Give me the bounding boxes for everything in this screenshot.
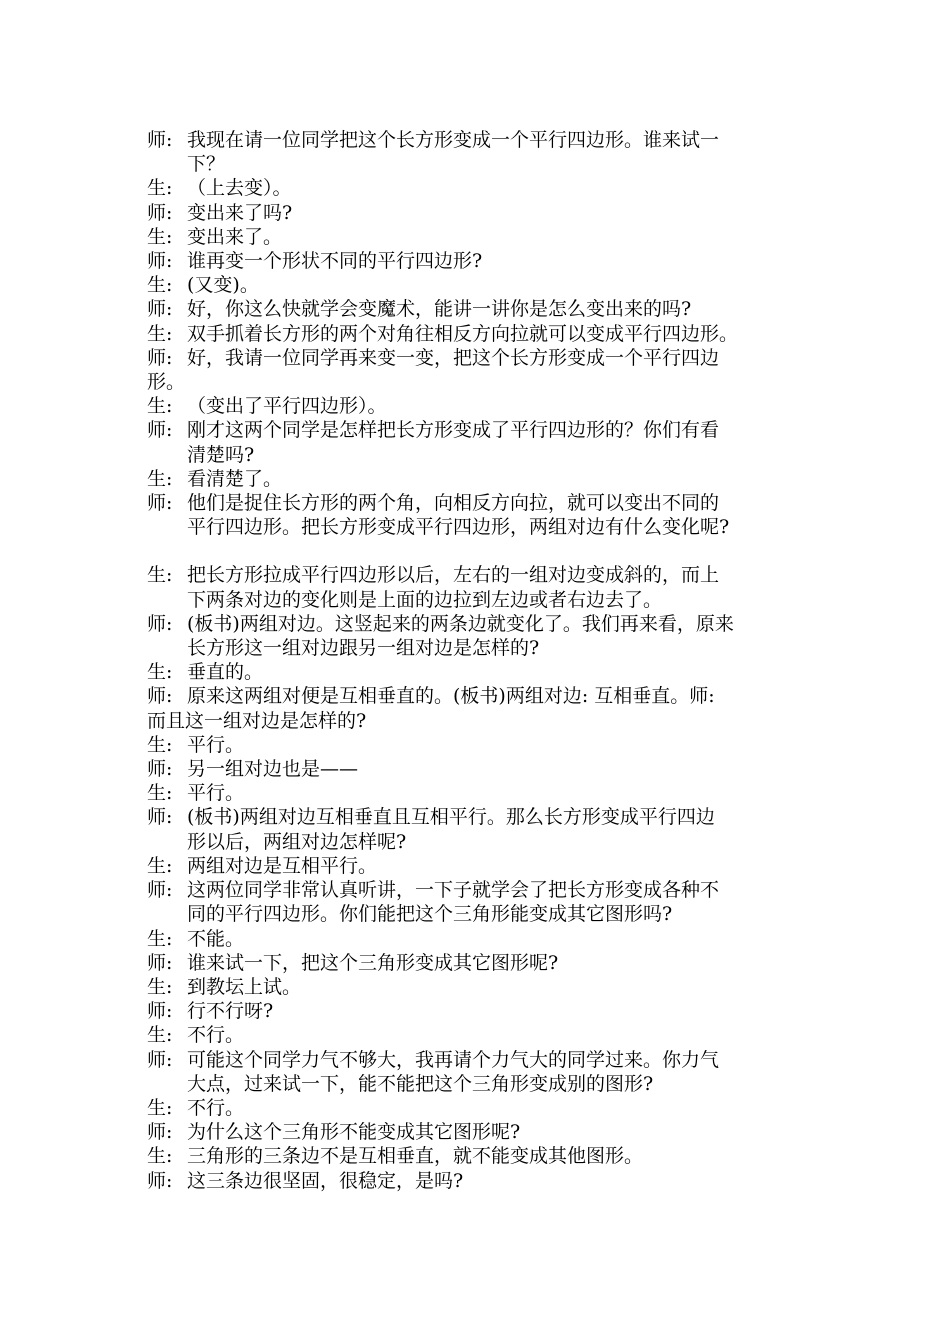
dialogue-text: 两组对边是互相平行。 (187, 854, 378, 877)
speaker-label: 师: (147, 612, 173, 635)
speaker-label: 生: (147, 854, 173, 877)
dialogue-line (147, 927, 837, 951)
dialogue-text: 变出来了吗? (187, 201, 293, 224)
dialogue-line (147, 394, 837, 418)
dialogue-line (147, 1169, 837, 1193)
dialogue-text: 三角形的三条边不是互相垂直，就不能变成其他图形。 (187, 1145, 644, 1168)
speaker-label: 生: (147, 322, 173, 345)
dialogue-line (147, 322, 837, 346)
dialogue-line (147, 854, 837, 878)
speaker-label: 师: (147, 129, 173, 151)
speaker-label: 生: (147, 274, 173, 297)
dialogue-text: 不行。 (187, 1024, 245, 1047)
speaker-label: 生: (147, 1024, 173, 1047)
dialogue-line (147, 733, 837, 757)
dialogue-line (147, 346, 837, 370)
dialogue-line (147, 176, 837, 200)
dialogue-text: 可能这个同学力气不够大，我再请个力气大的同学过来。你力气 (187, 1048, 720, 1071)
dialogue-text: 到教坛上试。 (187, 975, 302, 998)
dialogue-line (147, 491, 837, 515)
dialogue-text: 另一组对边也是—— (187, 758, 359, 781)
dialogue-continuation: 平行四边形。把长方形变成平行四边形，两组对边有什么变化呢? (187, 516, 730, 539)
speaker-label: 生: (147, 467, 173, 490)
dialogue-text: 变出来了。 (187, 225, 283, 248)
dialogue-text: 他们是捉住长方形的两个角，向相反方向拉，就可以变出不同的 (187, 492, 720, 515)
speaker-label: 生: (147, 975, 173, 998)
dialogue-text: 垂直的。 (187, 661, 264, 684)
dialogue-line (147, 201, 837, 225)
dialogue-line (147, 1096, 837, 1120)
dialogue-line (147, 1120, 837, 1144)
speaker-label: 生: (147, 733, 173, 756)
speaker-label: 生: (147, 1145, 173, 1168)
dialogue-line (147, 467, 837, 491)
dialogue-continuation: 下两条对边的变化则是上面的边拉到左边或者右边去了。 (187, 588, 663, 611)
speaker-label: 生: (147, 661, 173, 684)
dialogue-text: 原来这两组对便是互相垂直的。(板书)两组对边: 互相垂直。师: (187, 685, 715, 708)
dialogue-continuation: 形。 (147, 371, 186, 394)
speaker-label: 师: (147, 806, 173, 829)
speaker-label: 师: (147, 298, 173, 321)
speaker-label: 师: (147, 492, 173, 515)
dialogue-text: 好，你这么快就学会变魔术，能讲一讲你是怎么变出来的吗? (187, 298, 692, 321)
dialogue-line (147, 684, 837, 708)
speaker-label: 师: (147, 951, 173, 974)
speaker-label: 生: (147, 177, 173, 200)
dialogue-continuation: 而且这一组对边是怎样的? (147, 709, 367, 732)
dialogue-text: (板书)两组对边互相垂直且互相平行。那么长方形变成平行四边 (187, 806, 715, 829)
speaker-label: 生: (147, 564, 173, 587)
speaker-label: 师: (147, 419, 173, 442)
speaker-label: 师: (147, 1000, 173, 1023)
dialogue-text: 这三条边很坚固，很稳定，是吗? (187, 1169, 464, 1192)
speaker-label: 师: (147, 201, 173, 224)
speaker-label: 生: (147, 1096, 173, 1119)
dialogue-continuation: 长方形这一组对边跟另一组对边是怎样的? (187, 637, 540, 660)
speaker-label: 师: (147, 758, 173, 781)
dialogue-line (147, 1144, 837, 1168)
dialogue-text: 好，我请一位同学再来变一变，把这个长方形变成一个平行四边 (187, 346, 720, 369)
dialogue-line (147, 128, 837, 152)
dialogue-text: （变出了平行四边形）。 (187, 395, 387, 418)
dialogue-text: 双手抓着长方形的两个对角往相反方向拉就可以变成平行四边形。 (187, 322, 739, 345)
dialogue-text: 行不行呀? (187, 1000, 274, 1023)
speaker-label: 生: (147, 782, 173, 805)
dialogue-line (147, 612, 837, 636)
dialogue-transcript (147, 128, 837, 1193)
dialogue-text: 谁来试一下，把这个三角形变成其它图形呢? (187, 951, 559, 974)
speaker-label: 师: (147, 685, 173, 708)
dialogue-text: 谁再变一个形状不同的平行四边形? (187, 250, 483, 273)
dialogue-continuation: 大点，过来试一下，能不能把这个三角形变成别的图形? (187, 1072, 654, 1095)
dialogue-text: 刚才这两个同学是怎样把长方形变成了平行四边形的？你们有看 (187, 419, 720, 442)
dialogue-line (147, 951, 837, 975)
dialogue-text: 不能。 (187, 927, 245, 950)
speaker-label: 师: (147, 346, 173, 369)
dialogue-line (147, 999, 837, 1023)
dialogue-text: 不行。 (187, 1096, 245, 1119)
dialogue-line (147, 757, 837, 781)
speaker-label: 生: (147, 225, 173, 248)
dialogue-line (147, 563, 837, 587)
dialogue-continuation: 清楚吗? (187, 443, 255, 466)
dialogue-text: (又变)。 (187, 274, 259, 297)
dialogue-line (147, 781, 837, 805)
dialogue-line (147, 878, 837, 902)
speaker-label: 生: (147, 927, 173, 950)
dialogue-text: 平行。 (187, 782, 245, 805)
speaker-label: 师: (147, 1048, 173, 1071)
dialogue-text: 平行。 (187, 733, 245, 756)
dialogue-continuation: 下？ (187, 153, 226, 176)
dialogue-continuation: 同的平行四边形。你们能把这个三角形能变成其它图形吗? (187, 903, 673, 926)
dialogue-text: 把长方形拉成平行四边形以后，左右的一组对边变成斜的，而上 (187, 564, 720, 587)
speaker-label: 师: (147, 250, 173, 273)
dialogue-line (147, 975, 837, 999)
speaker-label: 生: (147, 395, 173, 418)
speaker-label: 师: (147, 879, 173, 902)
dialogue-line (147, 1023, 837, 1047)
dialogue-continuation: 形以后，两组对边怎样呢? (187, 830, 407, 853)
dialogue-text: 这两位同学非常认真听讲，一下子就学会了把长方形变成各种不 (187, 879, 720, 902)
dialogue-text: 看清楚了。 (187, 467, 283, 490)
dialogue-line (147, 1048, 837, 1072)
speaker-label: 师: (147, 1121, 173, 1144)
dialogue-line (147, 249, 837, 273)
dialogue-text: 我现在请一位同学把这个长方形变成一个平行四边形。谁来试一 (187, 129, 720, 151)
dialogue-line (147, 805, 837, 829)
speaker-label: 师: (147, 1169, 173, 1192)
dialogue-line (147, 225, 837, 249)
dialogue-line (147, 660, 837, 684)
dialogue-text: （上去变）。 (187, 177, 292, 200)
dialogue-line (147, 418, 837, 442)
dialogue-line (147, 297, 837, 321)
dialogue-text: 为什么这个三角形不能变成其它图形呢? (187, 1121, 521, 1144)
dialogue-line (147, 273, 837, 297)
dialogue-text: (板书)两组对边。这竖起来的两条边就变化了。我们再来看，原来 (187, 612, 734, 635)
